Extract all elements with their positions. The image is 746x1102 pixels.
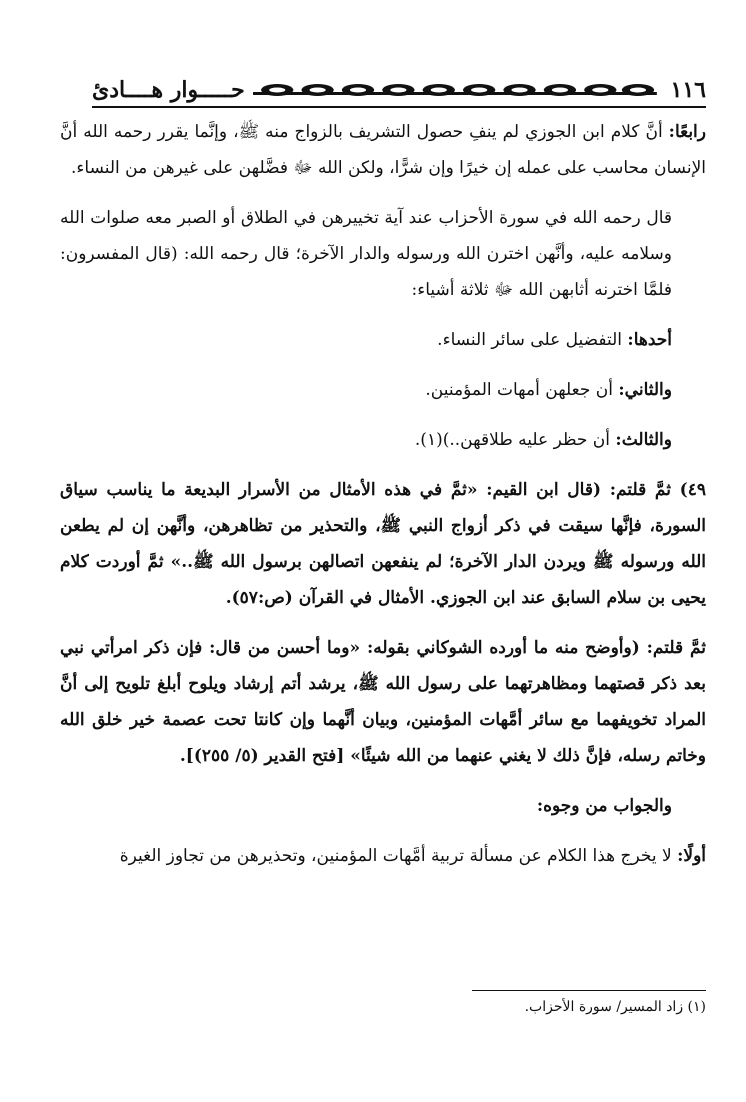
list-item-lead: أحدها:: [627, 330, 672, 350]
paragraph-point-49: [60, 472, 706, 616]
page-number: ١١٦: [670, 77, 706, 103]
list-item-lead: والثالث:: [615, 430, 672, 450]
list-item-third: [60, 422, 706, 458]
paragraph-shawkani-quote: [60, 630, 706, 774]
page-header: [92, 72, 706, 108]
header-divider: [92, 106, 706, 108]
running-title: حـــــوار هــــادئ: [92, 77, 245, 103]
decorative-border-ornament: [253, 80, 657, 100]
main-text: [60, 114, 706, 874]
footnote: (١) زاد المسير/ سورة الأحزاب.: [524, 999, 706, 1015]
paragraph-quote-intro: [60, 200, 706, 308]
paragraph-answer-intro: [60, 788, 706, 824]
footnote-divider: [472, 990, 706, 991]
list-item-second: [60, 372, 706, 408]
paragraph-text: لا يخرج هذا الكلام عن مسألة تربية أمَّهات المؤمنين، وتحذيرهن من تجاوز الغيرة: [119, 846, 678, 866]
paragraph-text: والجواب من وجوه:: [536, 796, 672, 816]
list-item-lead: والثاني:: [618, 380, 672, 400]
list-item-first: [60, 322, 706, 358]
paragraph-text: ٤٩) ثمَّ قلتم: (قال ابن القيم: «ثمَّ في هذه الأمثال من الأسرار البديعة ما يناسب سياق السورة، فإنَّها سيقت في ذكر أزواج النبي ﷺ، والتحذير من تظاهرهن، وأنَّهن إن لم يطعن الله ورسوله ﷺ ويردن الدار الآخرة؛ لم ينفعهن اتصالهن برسول الله ﷺ..» ثمَّ أوردت كلام يحيى بن سلام السابق عند ابن الجوزي. الأمثال في القرآن (ص:٥٧).: [60, 480, 706, 608]
paragraph-lead: أولًا:: [677, 846, 706, 866]
list-item-text: أن حظر عليه طلاقهن..)(١).: [414, 430, 616, 450]
paragraph-fourthly: [60, 114, 706, 186]
paragraph-text: قال رحمه الله في سورة الأحزاب عند آية تخييرهن في الطلاق أو الصبر معه صلوات الله وسلامه عليه، وأنَّهن اخترن الله ورسوله والدار الآخرة؛ قال رحمه الله: (قال المفسرون: فلمَّا اخترنه أثابهن الله ﷻ ثلاثة أشياء:: [60, 208, 672, 300]
list-item-text: التفضيل على سائر النساء.: [437, 330, 628, 350]
paragraph-text: أنَّ كلام ابن الجوزي لم ينفِ حصول التشريف بالزواج منه ﷺ، وإنَّما يقرر رحمه الله أنَّ الإنسان محاسب على عمله إن خيرًا وإن شرًّا، ولكن الله ﷻ فضَّلهن على غيرهن من النساء.: [60, 122, 706, 178]
paragraph-lead: رابعًا:: [668, 122, 706, 142]
paragraph-text: ثمَّ قلتم: (وأوضح منه ما أورده الشوكاني بقوله: «وما أحسن من قال: فإن ذكر امرأتي نبي بعد ذكر قصتهما ومظاهرتهما على رسول الله ﷺ، يرشد أتم إرشاد ويلوح أبلغ تلويح إلى أنَّ المراد تخويفهما مع سائر أمَّهات المؤمنين، وبيان أنَّهما وإن كانتا تحت عصمة خير خلق الله وخاتم رسله، فإنَّ ذلك لا يغني عنهما من الله شيئًا» [فتح القدير (٥/ ٢٥٥)].: [60, 638, 706, 766]
paragraph-firstly: [60, 838, 706, 874]
list-item-text: أن جعلهن أمهات المؤمنين.: [425, 380, 619, 400]
